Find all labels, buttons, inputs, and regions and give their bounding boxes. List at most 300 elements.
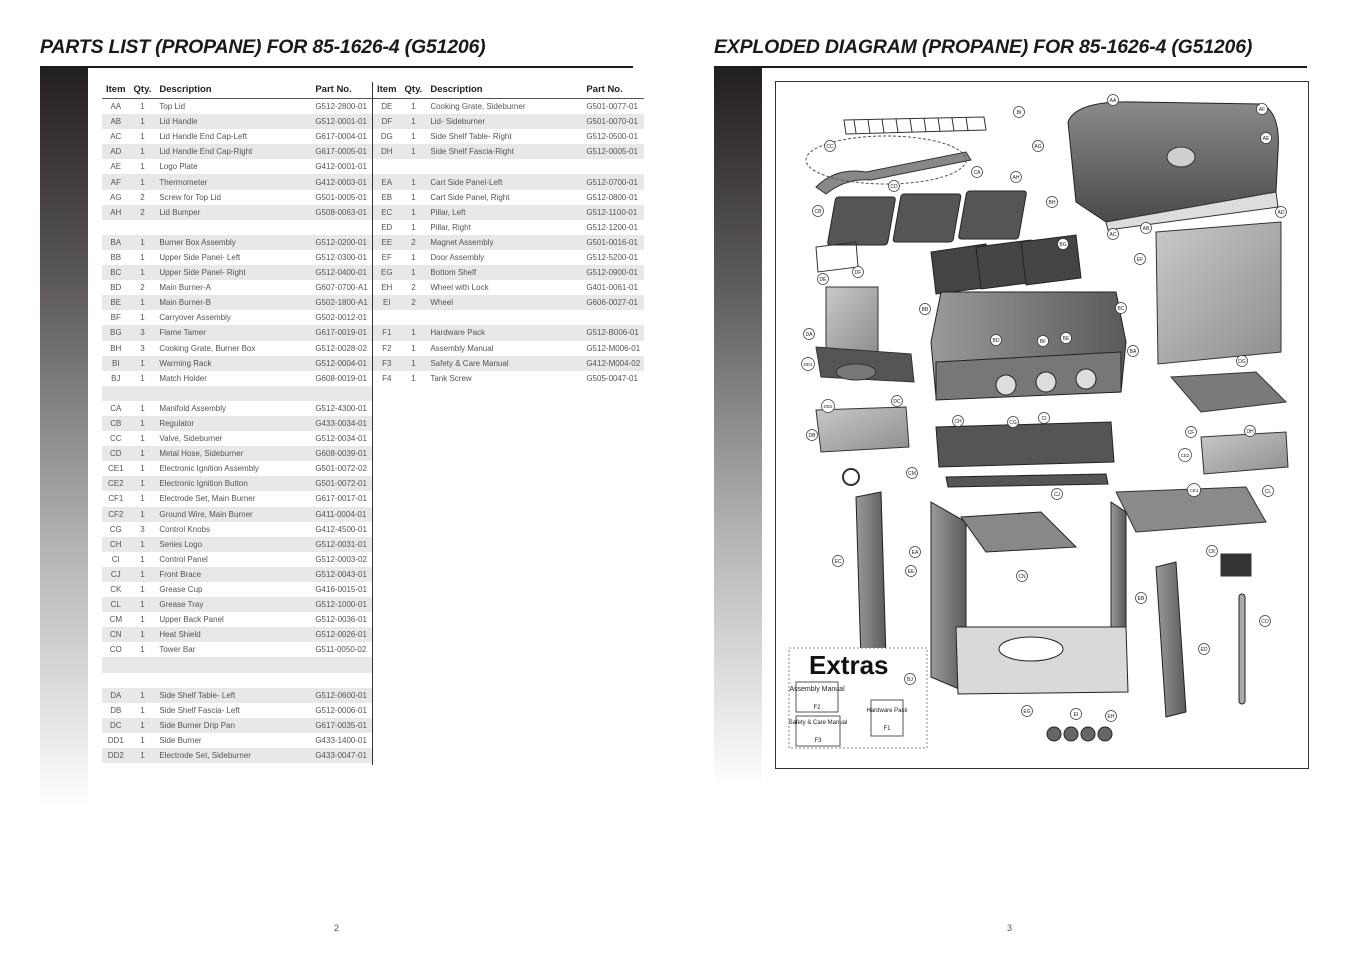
part-qty-cell: 1 [130,446,156,461]
callout-label: AF [1258,107,1266,113]
callout-label: CK [1208,549,1216,555]
part-qty-cell: 2 [401,295,427,310]
callout-cd [889,181,900,192]
header-item: Item [102,81,130,99]
part-item-cell: ED [381,222,393,232]
part-number-cell: G512-0800-01 [586,192,638,202]
callout-cl [1263,486,1274,497]
callout-ad [1276,207,1287,218]
table-row [373,220,644,235]
part-description-cell: Cart Side Panel, Right [430,192,510,202]
part-qty-cell: 1 [130,718,156,733]
callout-ab [1141,223,1152,234]
part-number-cell: G512-0005-01 [582,144,644,159]
part-item-cell: BH [110,343,122,353]
callout-label: CM [908,471,916,477]
grill-illustration [776,82,1308,768]
callout-cm [907,468,918,479]
part-description-cell: Side Burner Drip Pan [155,718,311,733]
part-number-cell: G617-0005-01 [311,144,371,159]
part-qty-cell: 1 [140,434,145,444]
callout-label: AE [1262,136,1270,142]
table-row [102,356,372,371]
part-qty-cell [130,657,156,672]
back-panel-part [936,422,1114,487]
callout-label: BI [1016,110,1022,116]
callout-ae [1261,133,1272,144]
part-description-cell: Side Shelf Fascia- Left [159,705,240,715]
part-qty-cell: 1 [130,537,156,552]
callout-label: DG [1238,359,1246,365]
part-qty-cell: 2 [130,205,156,220]
callout-ac [1108,229,1119,240]
part-number-cell: G512-2800-01 [315,102,367,112]
part-description-cell: Door Assembly [430,252,485,262]
callout-label: EH [1107,714,1115,720]
table-row [373,325,644,340]
table-row [102,476,372,491]
table-row [373,99,644,115]
part-item-cell: DC [102,718,130,733]
title-rule [714,66,1307,68]
part-qty-cell: 1 [130,688,156,703]
part-description-cell: Main Burner-A [159,283,211,293]
part-item-cell: DD2 [102,748,130,763]
part-description-cell: Upper Side Panel- Left [159,252,241,262]
part-description-cell [155,220,311,235]
callout-label: DE [819,277,827,283]
table-row [373,144,644,159]
part-qty-cell: 1 [140,373,145,383]
part-qty-cell: 1 [401,356,427,371]
part-item-cell [102,673,130,688]
callout-label: CA [973,170,981,176]
callout-ef [1135,254,1146,265]
callout-label: BG [1059,242,1067,248]
part-description-cell: Magnet Assembly [426,235,582,250]
table-row [373,356,644,371]
part-number-cell: G512-0036-01 [315,615,367,625]
part-description-cell: Match Holder [159,373,207,383]
part-number-cell: G412-M004-02 [582,356,644,371]
part-qty-cell: 1 [140,102,145,112]
part-description-cell: Lid Handle [155,114,311,129]
part-qty-cell: 1 [140,313,145,323]
table-row [373,235,644,250]
table-row [102,220,372,235]
table-row [102,416,372,431]
part-number-cell [311,220,371,235]
table-row [373,174,644,189]
callout-label: BA [1129,349,1137,355]
part-number-cell: G607-0700-A1 [315,283,368,293]
part-number-cell: G501-0016-01 [582,235,644,250]
table-row [102,522,372,537]
table-row [373,371,644,386]
part-item-cell: EF [381,252,392,262]
part-qty-cell: 1 [140,705,145,715]
table-row [102,371,372,386]
assembly-manual-code: F2 [813,705,821,711]
part-number-cell: G512-0001-01 [311,114,371,129]
part-description-cell: Lid Handle End Cap-Right [155,144,311,159]
extras-box [789,648,927,748]
table-row [373,265,644,280]
callout-bj [905,674,916,685]
part-number-cell: G512-0200-01 [311,235,371,250]
part-qty-cell: 1 [140,252,145,262]
table-row [102,748,372,763]
part-qty-cell [130,220,156,235]
part-qty-cell: 1 [130,597,156,612]
header-qty: Qty. [130,81,156,99]
part-item-cell: BI [102,356,130,371]
part-description-cell: Burner Box Assembly [155,235,311,250]
part-item-cell: EI [373,295,401,310]
header-part-no: Part No. [311,81,371,99]
part-item-cell: AB [102,114,130,129]
part-description-cell: Manifold Assembly [159,403,227,413]
diagram-title: EXPLODED DIAGRAM (PROPANE) FOR 85-1626-4 (G51206) [714,36,1253,58]
warming-rack-part [844,117,986,134]
part-item-cell: CN [102,627,130,642]
part-qty-cell: 1 [140,735,145,745]
part-qty-cell: 2 [401,235,427,250]
part-description-cell: Safety & Care Manual [426,356,582,371]
part-number-cell: G512-0026-01 [311,627,371,642]
part-item-cell: CI [111,554,120,564]
part-item-cell: EC [373,205,401,220]
part-description-cell: Thermometer [155,174,311,189]
part-qty-cell: 1 [140,585,145,595]
callout-cb [813,206,824,217]
part-number-cell: G608-0039-01 [311,446,371,461]
table-row [102,295,372,310]
callout-eg [1022,706,1033,717]
part-description-cell: Main Burner-B [155,295,311,310]
part-qty-cell: 1 [411,343,416,353]
callout-label: CC [826,144,834,150]
part-description-cell: Metal Hose, Sideburner [155,446,311,461]
part-description-cell: Electronic Ignition Button [155,476,311,491]
part-qty-cell: 1 [401,265,427,280]
callout-ec [833,556,844,567]
part-description-cell: Upper Side Panel- Right [155,265,311,280]
part-qty-cell: 1 [140,403,145,413]
part-item-cell: CK [110,585,122,595]
part-description-cell: Lid Bumper [155,205,311,220]
table-row [102,144,372,159]
callout-df [853,267,864,278]
part-qty-cell: 1 [130,356,156,371]
part-number-cell: G512-0900-01 [582,265,644,280]
part-item-cell: CC [109,434,122,444]
part-item-cell: CL [102,597,130,612]
table-row [102,597,372,612]
part-item-cell: EE [373,235,401,250]
part-number-cell: G512-0004-01 [311,356,371,371]
part-description-cell: Flame Tamer [155,325,311,340]
part-number-cell: G512-4300-01 [315,403,367,413]
part-qty-cell: 1 [130,235,156,250]
table-row [102,673,372,688]
part-description-cell [426,310,582,325]
part-number-cell: G512-0300-01 [315,252,367,262]
part-qty-cell: 1 [140,162,145,172]
callout-bb [920,304,931,315]
part-item-cell: AE [110,162,122,172]
callout-label: EG [1023,709,1031,715]
part-number-cell: G505-0047-01 [586,373,638,383]
part-description-cell: Ground Wire, Main Burner [155,507,311,522]
table-row [102,582,372,597]
side-band [40,68,88,808]
part-qty-cell: 2 [140,283,145,293]
part-description-cell: Tank Screw [430,373,472,383]
part-qty-cell: 3 [140,343,145,353]
part-description-cell: Control Panel [159,554,208,564]
table-row [102,627,372,642]
part-item-cell: EA [373,174,401,189]
table-row [102,401,372,416]
part-number-cell: G608-0019-01 [315,373,367,383]
callout-ba [1128,346,1139,357]
part-item-cell: F1 [373,325,401,340]
page-number: 3 [1007,923,1013,933]
part-number-cell: G512-0500-01 [586,132,638,142]
part-qty-cell: 1 [411,192,416,202]
part-number-cell: G617-0017-01 [315,494,367,504]
part-number-cell [311,657,371,672]
table-row [373,190,644,205]
callout-bd [991,335,1002,346]
part-number-cell: G617-0019-01 [311,325,371,340]
table-row [102,461,372,476]
table-row [102,507,372,522]
part-description-cell: Regulator [155,416,311,431]
part-description-cell: Top Lid [159,102,186,112]
part-number-cell: G502-0012-01 [315,313,367,323]
callout-label: CG [1009,420,1017,426]
table-row [102,491,372,506]
part-number-cell: G512-0600-01 [311,688,371,703]
part-qty-cell [401,310,427,325]
part-item-cell: BA [102,235,130,250]
part-item-cell: BJ [111,373,121,383]
title-rule [40,66,633,68]
callout-ei [1071,709,1082,720]
part-qty-cell: 1 [130,627,156,642]
part-description-cell: Side Burner [159,735,202,745]
hardware-pack-label: Hardware Pack [866,708,908,714]
callout-label: AD [1277,210,1285,216]
part-item-cell: CE2 [102,476,130,491]
part-item-cell: BG [102,325,130,340]
part-description-cell: Warming Rack [155,356,311,371]
part-item-cell: CB [102,416,130,431]
part-item-cell: DF [373,114,401,129]
callout-cn [1017,571,1028,582]
part-description-cell: Tower Bar [159,645,196,655]
door-part [1156,222,1281,364]
part-description-cell: Grease Tray [155,597,311,612]
callout-ck [1207,546,1218,557]
part-number-cell: G501-0070-01 [582,114,644,129]
table-row [373,129,644,144]
part-item-cell: EG [373,265,401,280]
callout-label: CL [1264,489,1272,495]
part-item-cell [102,220,130,235]
part-description-cell: Side Shelf Table- Right [430,132,512,142]
callout-label: DC [893,399,901,405]
callout-label: BH [1048,200,1056,206]
part-item-cell: CF1 [108,494,124,504]
part-item-cell: F3 [373,356,401,371]
table-row [102,612,372,627]
callout-db [807,430,818,441]
callout-dg [1237,356,1248,367]
table-row [102,386,372,401]
part-description-cell: Valve, Sideburner [159,434,223,444]
part-item-cell: BB [110,252,122,262]
part-qty-cell: 1 [130,507,156,522]
part-qty-cell: 1 [140,554,145,564]
part-number-cell: G512-0028-02 [315,343,367,353]
part-number-cell: G606-0027-01 [582,295,644,310]
part-item-cell: DD1 [107,735,124,745]
part-item-cell: BD [110,283,122,293]
table-row [102,688,372,703]
callout-label: CD [890,184,898,190]
part-description-cell: Lid Handle End Cap-Left [159,132,247,142]
part-number-cell: G617-0035-01 [311,718,371,733]
part-number-cell: G501-0072-02 [315,464,367,474]
part-qty-cell: 1 [130,416,156,431]
part-item-cell: BF [110,313,121,323]
callout-af [1257,104,1268,115]
part-item-cell: AD [102,144,130,159]
part-description-cell: Upper Back Panel [159,615,224,625]
part-number-cell: G512-0034-01 [315,434,367,444]
part-number-cell: G412-0003-01 [311,174,371,189]
table-row [102,235,372,250]
header-description: Description [426,81,582,99]
part-description-cell: Electronic Ignition Assembly [159,464,259,474]
callout-label: CE1 [1189,488,1199,493]
callout-eh [1106,711,1117,722]
cooking-grates-part [827,191,1027,245]
part-qty-cell: 1 [401,205,427,220]
table-row [102,703,372,718]
part-number-cell: G512-5200-01 [586,252,638,262]
callout-label: DB [808,433,816,439]
part-qty-cell: 1 [130,567,156,582]
header-part-no: Part No. [582,81,644,99]
part-item-cell: BE [102,295,130,310]
hardware-pack-code: F1 [883,726,891,732]
part-qty-cell: 1 [411,373,416,383]
part-item-cell: AG [109,192,122,202]
side-burner-part [816,242,914,485]
part-number-cell: G501-0077-01 [586,102,638,112]
part-qty-cell: 1 [411,252,416,262]
part-qty-cell: 2 [411,283,416,293]
part-number-cell [582,310,644,325]
part-item-cell: DB [110,705,122,715]
part-qty-cell: 1 [401,325,427,340]
table-row [102,250,372,265]
callout-dh [1245,426,1256,437]
table-row [102,341,372,356]
extras-title: Extras [809,650,889,680]
part-description-cell: Hardware Pack [426,325,582,340]
part-description-cell: Control Knobs [159,524,211,534]
header-description: Description [155,81,311,99]
part-number-cell [582,159,644,174]
burner-box-part [931,292,1126,400]
part-description-cell [426,159,582,174]
parts-table-column-2 [373,81,644,386]
page-number: 2 [334,923,340,933]
part-number-cell: G512-1100-01 [582,205,644,220]
part-description-cell: Side Shelf Fascia-Right [426,144,582,159]
part-number-cell: G412-4500-01 [315,524,367,534]
part-qty-cell: 1 [140,645,145,655]
part-qty-cell: 1 [130,114,156,129]
part-qty-cell: 1 [130,144,156,159]
part-number-cell: G512-0031-01 [311,537,371,552]
part-number-cell: G512-1200-01 [586,222,638,232]
part-item-cell: CO [109,645,122,655]
part-number-cell: G401-0061-01 [586,283,638,293]
part-description-cell: Cooking Grate, Sideburner [430,102,526,112]
part-qty-cell: 1 [130,476,156,491]
table-row [102,567,372,582]
callout-ah [1011,172,1022,183]
part-item-cell: CG [109,524,122,534]
callout-co [1260,616,1271,627]
part-qty-cell [130,386,156,401]
callout-ci [1039,413,1050,424]
callout-label: CH [954,419,962,425]
callout-label: CB [814,209,822,215]
part-description-cell [155,673,311,688]
callout-bc [1116,303,1127,314]
part-qty-cell: 1 [411,102,416,112]
part-number-cell: G617-0004-01 [315,132,367,142]
callout-ce1 [1188,484,1201,497]
callout-de [818,274,829,285]
part-number-cell: G508-0063-01 [311,205,371,220]
part-number-cell: G512-0006-01 [315,705,367,715]
part-qty-cell: 3 [140,524,145,534]
callout-ce2 [1179,449,1192,462]
part-description-cell: Front Brace [155,567,311,582]
part-item-cell: CM [109,615,122,625]
callout-dd1 [802,358,815,371]
table-row [102,733,372,748]
table-row [373,205,644,220]
callout-eb [1136,593,1147,604]
callout-label: EI [1073,712,1079,718]
callout-label: BC [1117,306,1125,312]
part-number-cell: G511-0050-02 [315,645,367,655]
callout-bf [1038,336,1049,347]
part-number-cell: G512-1000-01 [311,597,371,612]
part-number-cell: G512-0003-02 [315,554,367,564]
callout-label: CE2 [1180,453,1190,458]
callout-ed [1199,644,1210,655]
